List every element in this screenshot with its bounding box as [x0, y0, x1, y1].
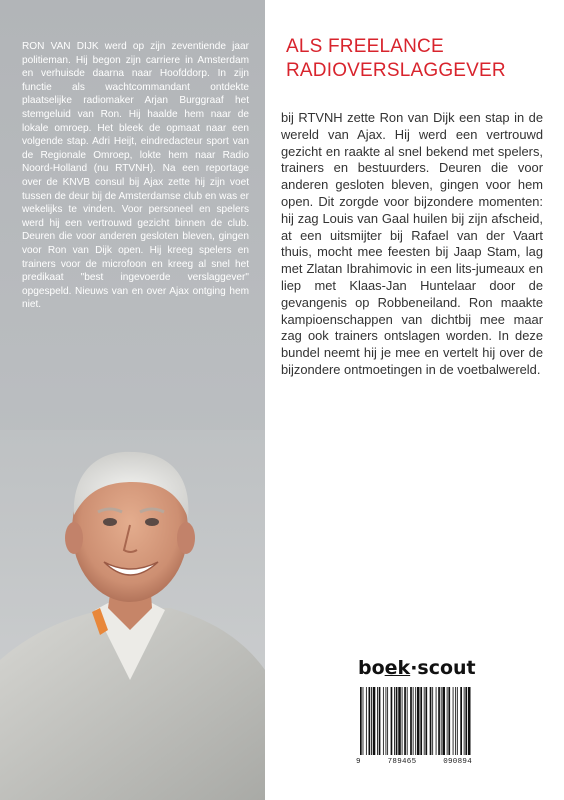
- logo-part-1: bo: [358, 657, 385, 679]
- isbn-barcode: [356, 685, 472, 773]
- barcode-bar: [417, 687, 420, 755]
- barcode-bar: [383, 687, 384, 755]
- barcode-bar: [360, 687, 362, 755]
- isbn-number: [356, 758, 472, 766]
- barcode-bar: [391, 687, 393, 755]
- left-panel: [0, 0, 265, 800]
- barcode-bar: [413, 687, 414, 755]
- isbn-digit-first: 9: [356, 758, 361, 766]
- heading-line-2: RADIOVERSLAGGEVER: [286, 60, 506, 81]
- publisher-logo: [358, 655, 476, 681]
- barcode-bar: [442, 687, 445, 755]
- barcode-bar: [394, 687, 395, 755]
- barcode-bar: [386, 687, 387, 755]
- barcode-bar: [398, 687, 401, 755]
- logo-part-3: ·scout: [410, 657, 476, 679]
- barcode-bar: [404, 687, 406, 755]
- barcode-bar: [430, 687, 432, 755]
- barcode-bar: [420, 687, 422, 755]
- barcode-bar: [436, 687, 437, 755]
- barcode-bar: [465, 687, 467, 755]
- barcode-bar: [432, 687, 433, 755]
- barcode-bar: [464, 687, 465, 755]
- barcode-bar: [447, 687, 448, 755]
- isbn-group-1: 789465: [387, 758, 417, 766]
- barcode-bar: [448, 687, 450, 755]
- barcode-bar: [402, 687, 403, 755]
- barcode-bar: [468, 687, 471, 755]
- barcode-bars: [356, 685, 472, 757]
- barcode-bar: [369, 687, 371, 755]
- author-portrait: [0, 430, 265, 800]
- barcode-bar: [366, 687, 367, 755]
- barcode-bar: [379, 687, 381, 755]
- barcode-bar: [460, 687, 462, 755]
- barcode-bar: [455, 687, 456, 755]
- isbn-group-2: 090894: [443, 758, 472, 766]
- logo-part-2: ek: [384, 657, 411, 679]
- barcode-bar: [377, 687, 378, 755]
- barcode-bar: [425, 687, 427, 755]
- barcode-bar: [410, 687, 412, 755]
- book-blurb: bij RTVNH zette Ron van Dijk een stap in de wereld van Ajax. Hij werd een vertrouwd gezicht en raakte al snel bekend met spelers, trainers en bestuurders. Deuren die voor anderen gesloten bleven, gingen voor hem open. Dit zorgde voor bijzondere momenten: hij zag Louis van Gaal huilen bij zijn afscheid, at een uitsmijter bij Rafael van der Vaart thuis, mocht mee feesten bij Jaap Stam, lag met Zlatan Ibrahimovic in een lits-jumeaux en liep met Klaas-Jan Huntelaar door de gevangenis op Robbeneiland. Ron maakte kampioenschappen van dichtbij mee maar zag ook trainers ontslagen worden. In deze bundel neemt hij je mee en vertelt hij over de bijzondere ontmoetingen in de voetbalwereld.: [281, 110, 543, 377]
- barcode-bar: [438, 687, 440, 755]
- barcode-bar: [371, 687, 372, 755]
- barcode-bar: [453, 687, 454, 755]
- barcode-bar: [424, 687, 425, 755]
- barcode-bar: [396, 687, 398, 755]
- barcode-bar: [407, 687, 408, 755]
- blurb-heading: [286, 35, 556, 83]
- barcode-bar: [441, 687, 442, 755]
- heading-line-1: ALS FREELANCE: [286, 36, 444, 57]
- right-panel: [265, 0, 564, 800]
- barcode-bar: [457, 687, 458, 755]
- barcode-bar: [363, 687, 364, 755]
- barcode-bar: [387, 687, 388, 755]
- barcode-bar: [415, 687, 416, 755]
- barcode-bar: [373, 687, 376, 755]
- author-bio: RON VAN DIJK werd op zijn zeventiende jaar politieman. Hij begon zijn carriere in Amsterdam en verhuisde daarna naar Hoofddorp. In zijn functie als wachtcommandant ontdekte plaatselijke radiomaker Arjan Burggraaf het stemgeluid van Ron. Hij haalde hem naar de lokale omroep. Het bleek de opmaat naar een volgende stap. Adri Heijt, eindredacteur sport van de Regionale Omroep, lokte hem naar Radio Noord-Holland (nu RTVNH). Na een reportage over de KNVB consul bij Ajax zette hij zijn voet tussen de deur bij de Amsterdamse club en was er wekelijks te vinden. Voor personeel en spelers werd hij een vertrouwd gezicht binnen de club. Deuren die voor anderen gesloten bleven, gingen voor Ron van Dijk open. Hij kreeg spelers en trainers voor de microfoon en kreeg al snel het predikaat "best ingevoerde verslaggever" opgespeld. Nieuws van en over Ajax ontging hem niet.: [22, 41, 249, 311]
